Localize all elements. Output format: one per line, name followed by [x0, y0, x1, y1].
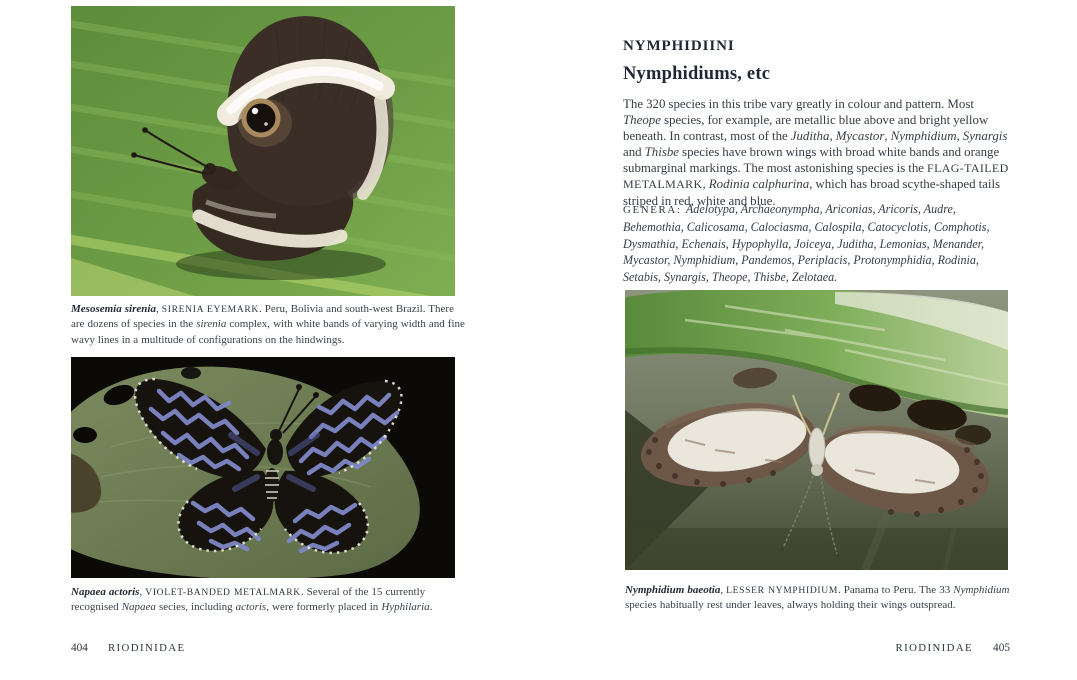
photo-mesosemia-sirenia	[71, 6, 455, 296]
page-number-right: 405	[993, 642, 1010, 654]
caption-napaea: Napaea actoris, VIOLET-BANDED METALMARK. Several of the 15 currently recognised Napaea secies, including actoris, were formerly placed in Hyphilaria.	[71, 586, 433, 614]
photo-napaea-actoris	[71, 357, 455, 578]
group-heading: Nymphidiums, etc	[623, 64, 771, 84]
caption-nymphidium: Nymphidium baeotia, LESSER NYMPHIDIUM. Panama to Peru. The 33 Nymphidium species habitually rest under leaves, always holding their wings outspread.	[625, 584, 1010, 612]
running-head-right: RIODINIDAE	[895, 642, 974, 654]
genera-list: GENERA: Adelotypa, Archaeonympha, Ariconias, Aricoris, Audre, Behemothia, Calicosama, Calociasma, Calospila, Catocyclotis, Comphotis, Dysmathia, Echenais, Hypophylla, Joiceya, Juditha, Lemonias, Menander, Mycastor, Nymphidium, Pandemos, Periplacis, Protonymphidia, Rodinia, Setabis, Synargis, Theope, Thisbe, Zelotaea.	[623, 202, 990, 285]
photo-nymphidium-baeotia	[625, 290, 1008, 570]
caption-mesosemia: Mesosemia sirenia, SIRENIA EYEMARK. Peru, Bolivia and south-west Brazil. There are dozens of species in the sirenia complex, with white bands of varying width and fine wavy lines in a multitude of configurations on the hindwings.	[71, 303, 465, 346]
butterfly-on-dark-leaf-illustration	[71, 357, 455, 578]
page-number-left: 404	[71, 642, 88, 654]
intro-paragraph: The 320 species in this tribe vary greatly in colour and pattern. Most Theope species, for example, are metallic blue above and bright yellow beneath. In contrast, most of the Juditha, Mycastor, Nymphidium, Synargis and Thisbe species have brown wings with broad white bands and orange submarginal markings. The most astonishing species is the FLAG-TAILED METALMARK, Rodinia calphurina, which has broad scythe-shaped tails striped in red, white and blue.	[623, 97, 1009, 208]
butterfly-on-leaf-illustration	[71, 6, 455, 296]
butterfly-under-leaf-illustration	[625, 290, 1008, 570]
running-head-left: RIODINIDAE	[107, 642, 186, 654]
tribe-heading: NYMPHIDIINI	[623, 38, 735, 54]
page-footer-right	[623, 642, 1010, 654]
page-footer-left	[71, 642, 186, 654]
